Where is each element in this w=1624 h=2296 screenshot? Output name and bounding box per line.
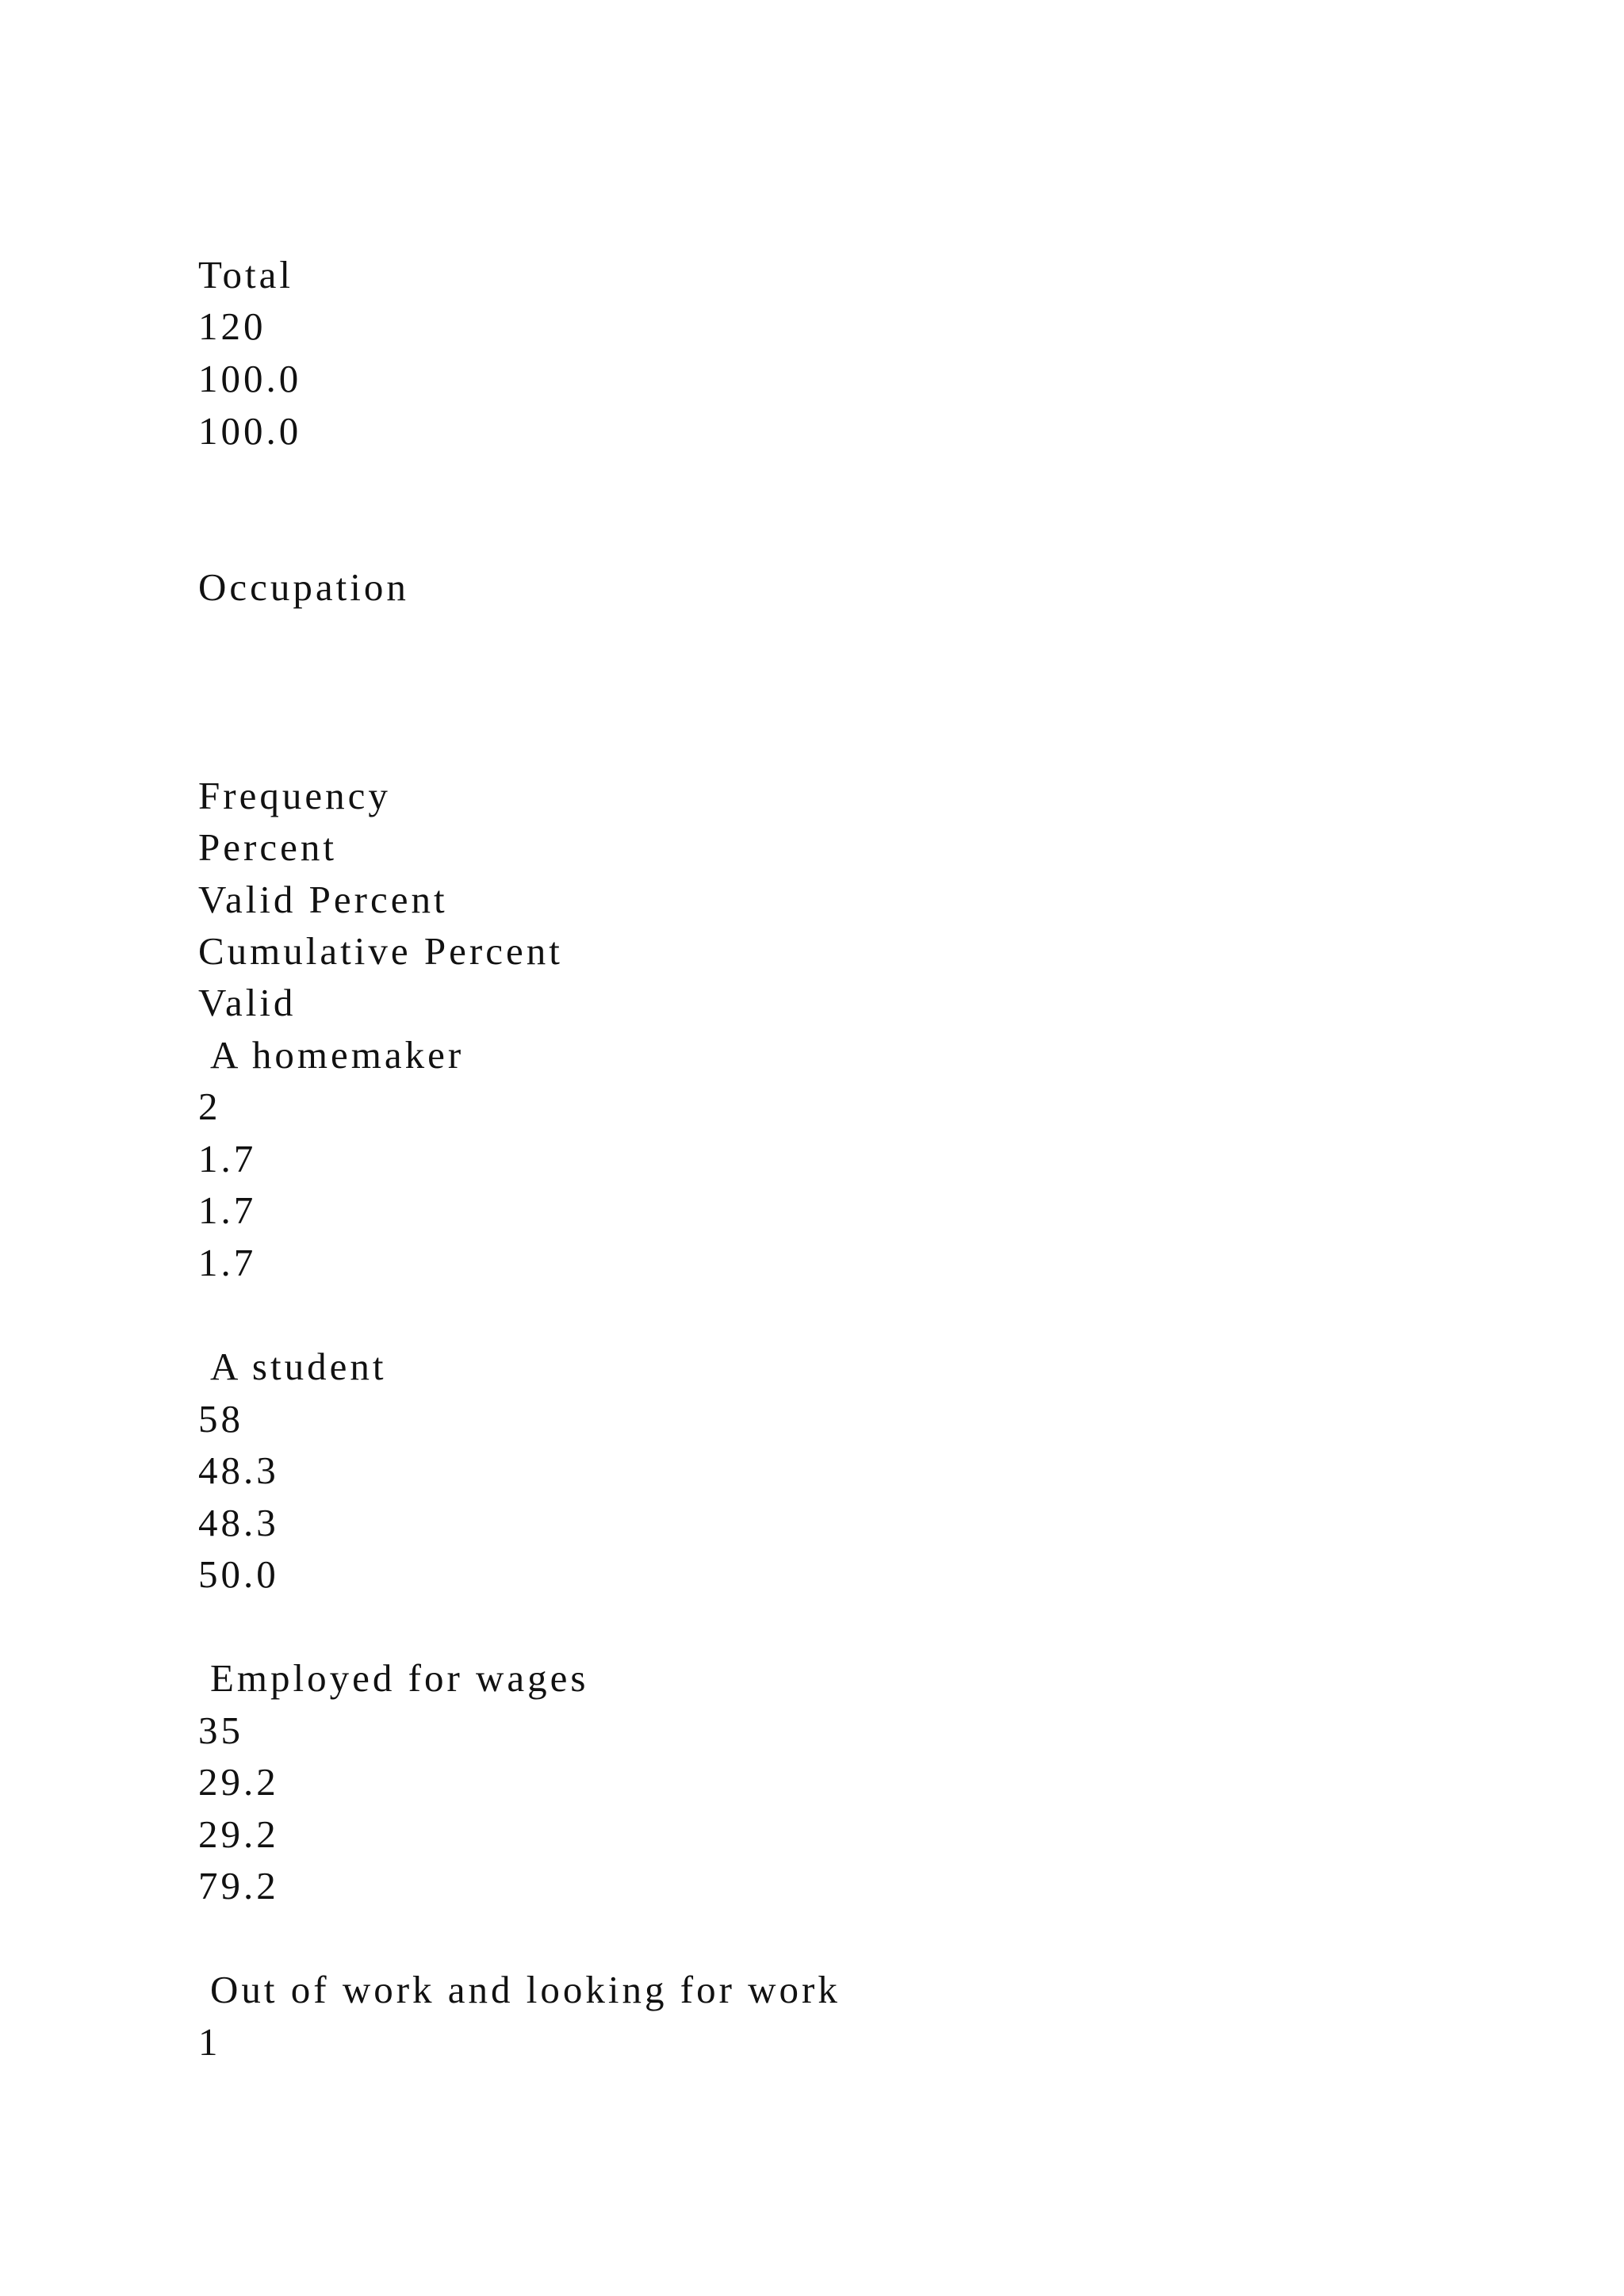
header-percent: Percent bbox=[198, 825, 337, 869]
row-frequency: 58 bbox=[198, 1397, 243, 1441]
row-frequency: 1 bbox=[198, 2020, 221, 2064]
summary-total-label: Total bbox=[198, 253, 293, 297]
row-label: A student bbox=[210, 1345, 387, 1388]
summary-total-percent: 100.0 bbox=[198, 357, 302, 400]
row-cumulative-percent: 1.7 bbox=[198, 1241, 257, 1284]
row-valid-percent: 1.7 bbox=[198, 1188, 257, 1232]
header-valid-percent: Valid Percent bbox=[198, 878, 448, 921]
row-label: Out of work and looking for work bbox=[210, 1968, 841, 2011]
table-title: Occupation bbox=[198, 565, 409, 609]
summary-total-frequency: 120 bbox=[198, 304, 266, 348]
row-frequency: 35 bbox=[198, 1709, 243, 1752]
row-valid-percent: 29.2 bbox=[198, 1812, 279, 1856]
row-label: Employed for wages bbox=[210, 1656, 589, 1700]
row-percent: 48.3 bbox=[198, 1448, 279, 1492]
summary-total-valid-percent: 100.0 bbox=[198, 409, 302, 453]
row-frequency: 2 bbox=[198, 1085, 221, 1128]
row-label: A homemaker bbox=[210, 1033, 465, 1077]
valid-label: Valid bbox=[198, 981, 297, 1024]
row-percent: 1.7 bbox=[198, 1137, 257, 1181]
row-valid-percent: 48.3 bbox=[198, 1501, 279, 1544]
row-cumulative-percent: 50.0 bbox=[198, 1552, 279, 1596]
row-percent: 29.2 bbox=[198, 1760, 279, 1804]
header-cumulative-percent: Cumulative Percent bbox=[198, 929, 563, 973]
row-cumulative-percent: 79.2 bbox=[198, 1864, 279, 1908]
header-frequency: Frequency bbox=[198, 774, 391, 817]
